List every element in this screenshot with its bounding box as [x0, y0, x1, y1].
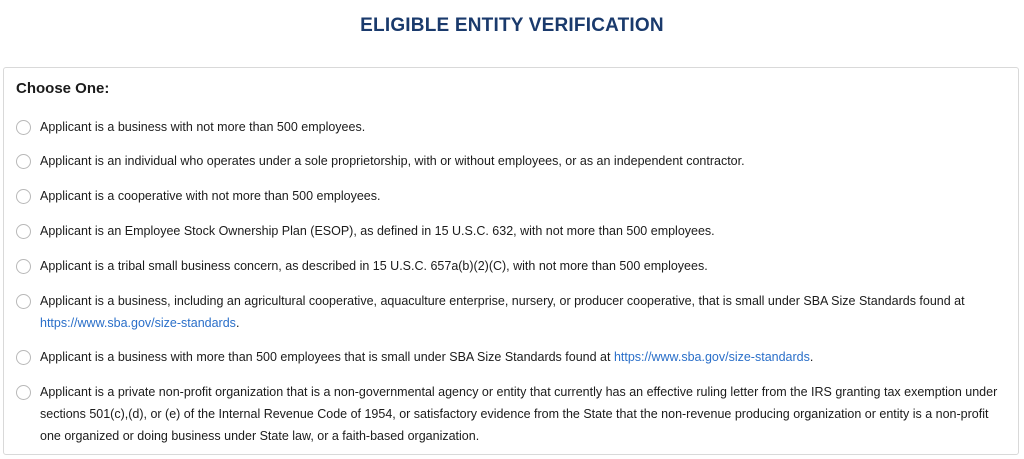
sba-size-standards-link[interactable]: https://www.sba.gov/size-standards	[40, 316, 236, 330]
radio-button-icon[interactable]	[16, 224, 31, 239]
option-label	[40, 290, 1006, 334]
option-text: Applicant is a business, including an agricultural cooperative, aquaculture enterprise, nursery, or producer cooperative, that is small under SBA Size Standards found at	[40, 294, 965, 308]
page-title: ELIGIBLE ENTITY VERIFICATION	[360, 15, 664, 36]
entity-choice-card	[3, 67, 1019, 455]
option-label: Applicant is an individual who operates under a sole proprietorship, with or without employees, or as an independent contractor.	[40, 154, 745, 168]
option-label: Applicant is a cooperative with not more than 500 employees.	[40, 189, 381, 203]
option-text: Applicant is a business with more than 500 employees that is small under SBA Size Standards found at	[40, 350, 614, 364]
sba-size-standards-link[interactable]: https://www.sba.gov/size-standards	[613, 350, 810, 364]
option-label: Applicant is a business with not more than 500 employees.	[40, 120, 366, 134]
radio-button-icon[interactable]	[16, 259, 31, 274]
radio-button-icon[interactable]	[16, 350, 31, 365]
radio-button-icon[interactable]	[16, 154, 31, 169]
option-label	[40, 346, 1006, 368]
radio-button-icon[interactable]	[16, 189, 31, 204]
option-label: Applicant is a tribal small business concern, as described in 15 U.S.C. 657a(b)(2)(C), with not more than 500 employees.	[40, 259, 708, 273]
choose-one-label: Choose One:	[16, 80, 110, 97]
radio-button-icon[interactable]	[16, 294, 31, 309]
radio-button-icon[interactable]	[16, 120, 31, 135]
option-label: Applicant is an Employee Stock Ownership Plan (ESOP), as defined in 15 U.S.C. 632, with not more than 500 employees.	[40, 224, 715, 238]
radio-button-icon[interactable]	[16, 385, 31, 400]
option-label: Applicant is a private non-profit organization that is a non-governmental agency or entity that currently has an effective ruling letter from the IRS granting tax exemption under sections 501(c),(d), or (e) of the Internal Revenue Code of 1954, or satisfactory evidence from the State that the non-revenue producing organization or entity is a non-profit one organized or doing business under State law, or a faith-based organization.	[40, 385, 998, 443]
option-suffix: .	[809, 350, 814, 364]
option-suffix: .	[235, 316, 240, 330]
